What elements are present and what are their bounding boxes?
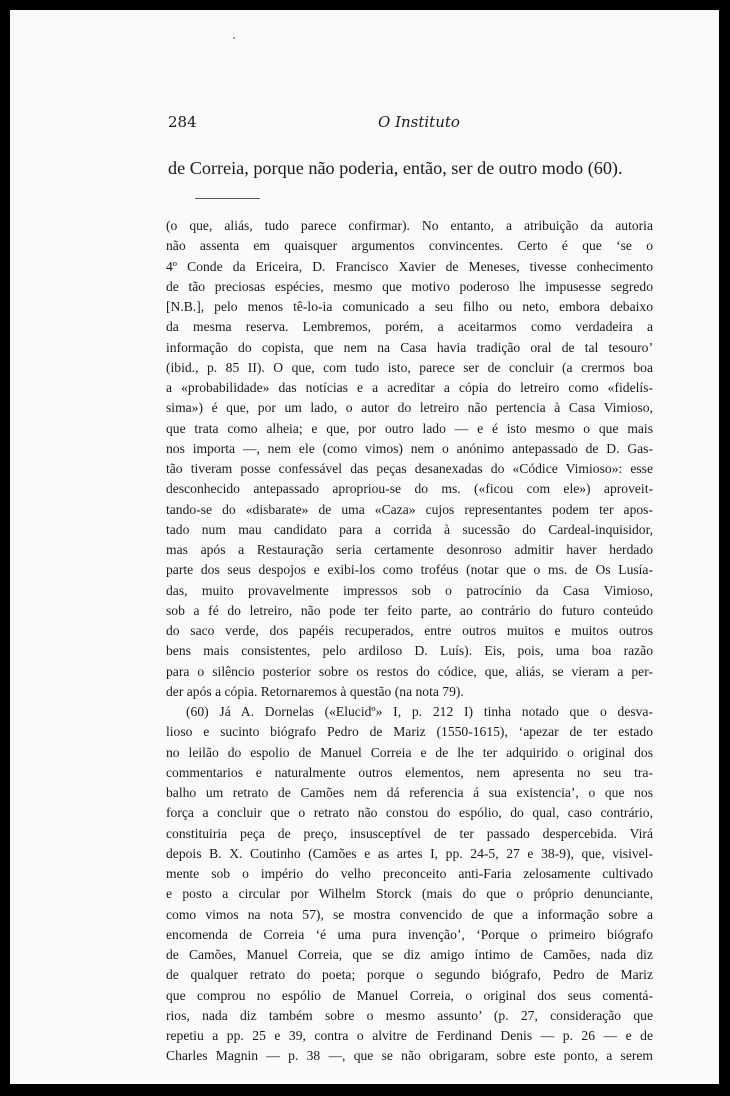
footnote-line: repetiu a pp. 25 e 39, contra o alvitre de Ferdinand Denis — p. 26 — e de (166, 1028, 653, 1043)
footnote-line: [N.B.], pelo menos tê-lo-ia comunicado a seu filho ou neto, embora debaixo (166, 299, 653, 314)
footnote-line: do saco verde, dos papéis recuperados, entre outros muitos e muitos outros (166, 623, 653, 638)
footnote-line: (o que, aliás, tudo parece confirmar). No entanto, a atribuição da autoria (166, 218, 653, 233)
footnote-line: rios, nada diz também sobre o mesmo assunto’ (p. 27, consideração que (166, 1007, 653, 1023)
footnote-line: commentarios e naturalmente outros elementos, nem apresenta no seu tra- (166, 764, 653, 780)
footnote-line: informação do copista, que nem na Casa havia tradição oral de tal tesouro’ (166, 339, 653, 355)
footnote-line: que trata como alheia; e que, por outro lado — e é isto mesmo o que mais (166, 420, 653, 436)
footnote-line: desconhecido antepassado apropriou-se do ms. («ficou com ele») aproveit- (166, 481, 653, 497)
footnote-line: da mesma reserva. Lembremos, porém, a aceitarmos como verdadeira a (166, 319, 653, 335)
footnote-line: (ibid., p. 85 II). O que, com tudo isto, parece ser de concluir (a crermos boa (166, 359, 653, 375)
footnote-line: bens mais consistentes, pelo ardiloso D. Luís). Eis, pois, uma boa razão (166, 643, 653, 659)
footnote-line: constituiria peça de preço, insusceptível de ter passado despercebida. Virá (166, 825, 653, 841)
footnote-line: não assenta em quaisquer argumentos convincentes. Certo é que ‘se o (166, 238, 653, 254)
footnote-line: tão tiveram posse confessável das peças desanexadas do «Códice Vimioso»: esse (166, 461, 653, 476)
footnote-line: lioso e sucinto biógrafo Pedro de Mariz (1550-1615), ‘apezar de ter estado (166, 724, 653, 740)
footnote-line: nos importa —, nem ele (como vimos) nem o anónimo antepassado de D. Gas- (166, 440, 653, 456)
book-page (10, 10, 719, 1084)
footnote-line: força a concluir que o retrato não constou do espólio, do qual, caso contrário, (166, 805, 653, 821)
footnote-line: de qualquer retrato do poeta; porque o segundo biógrafo, Pedro de Mariz (166, 967, 653, 983)
footnote-line: como vimos na nota 57), se mostra convencido de que a informação sobre a (166, 906, 653, 922)
footnote-line: para o silêncio posterior sobre os restos do códice, que, aliás, se vieram a per- (166, 663, 653, 679)
footnote-separator (195, 198, 260, 199)
running-title: O Instituto (378, 113, 460, 131)
footnote-line: das, muito provavelmente impressos sob o patrocínio da Casa Vimioso, (166, 582, 653, 598)
footnote-line: mas após a Restauração seria certamente desonroso admitir haver herdado (166, 542, 653, 557)
footnote-line: depois B. X. Coutinho (Camões e as artes I, pp. 24-5, 27 e 38-9), que, visivel- (166, 845, 653, 861)
footnote-line: Charles Magnin — p. 38 —, que se não obrigaram, sobre este ponto, a serem (166, 1048, 653, 1064)
body-text-line: de Correia, porque não poderia, então, ser de outro modo (60). (168, 158, 623, 178)
footnote-line: (60) Já A. Dornelas («Elucidº» I, p. 212 I) tinha notado que o desva- (186, 704, 653, 719)
footnote-line: sima») é que, por um lado, o autor do letreiro não pertencia à Casa Vimioso, (166, 400, 653, 416)
footnote-line: e posto a circular por Wilhelm Storck (mais do que o próprio denunciante, (166, 886, 653, 902)
footnote-line: 4º Conde da Ericeira, D. Francisco Xavier de Meneses, tivesse conhecimento (166, 258, 653, 274)
footnote-line: parte dos seus despojos e exibi-los como troféus (notar que o ms. de Os Lusía- (166, 562, 653, 578)
footnotes (166, 216, 653, 1067)
footnote-line: balho um retrato de Camões nem dá referencia á sua existencia’, o que nos (166, 785, 653, 800)
page-number: 284 (168, 113, 197, 131)
footnote-line: der após a cópia. Retornaremos à questão (na nota 79). (166, 683, 464, 699)
footnote-line: sob a fé do letreiro, não pode ter feito parte, ao contrário do futuro conteúdo (166, 602, 653, 618)
footnote-line: encomenda de Correia ‘é uma pura invenção’, ‘Porque o primeiro biógrafo (166, 926, 653, 942)
footnote-line: que comprou no espólio de Manuel Correia, o original dos seus comentá- (166, 987, 653, 1003)
footnote-line: a «probabilidade» das notícias e a acreditar a cópia do letreiro como «fidelís- (166, 380, 653, 395)
footnote-line: tando-se do «disbarate» de uma «Caza» cujos representantes podem ter apos- (166, 501, 653, 517)
scan-speck (233, 37, 235, 39)
page-header (168, 113, 568, 135)
footnote-line: de Camões, Manuel Correia, que se diz amigo íntimo de Camões, nada diz (166, 947, 653, 962)
footnote-line: tado num mau candidato para a corrida à sucessão do Cardeal-inquisidor, (166, 521, 653, 537)
footnote-line: no leilão do espolio de Manuel Correia e de lhe ter adquirido o original dos (166, 744, 653, 760)
footnote-line: de tão preciosas espécies, mesmo que motivo poderoso lhe impusesse segredo (166, 278, 653, 294)
footnote-line: mente sob o império do velho preconceito anti-Faria zelosamente cultivado (166, 866, 653, 881)
